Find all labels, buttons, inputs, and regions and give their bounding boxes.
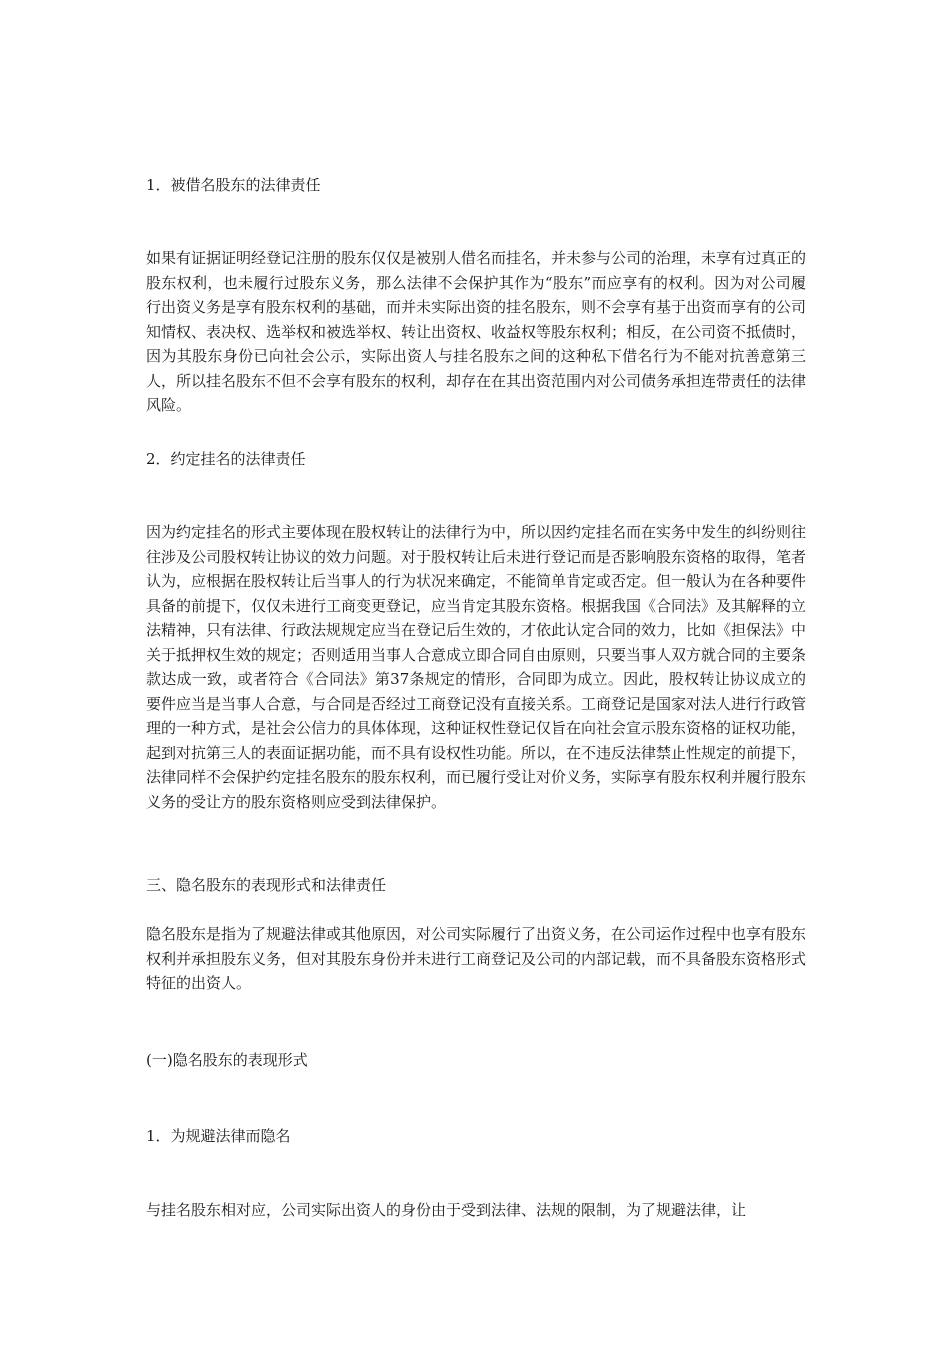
section-heading-2: 2．约定挂名的法律责任 xyxy=(146,450,306,468)
paragraph-4: 与挂名股东相对应，公司实际出资人的身份由于受到法律、法规的限制，为了规避法律，让 xyxy=(146,1201,747,1219)
paragraph-2: 因为约定挂名的形式主要体现在股权转让的法律行为中，所以因约定挂名而在实务中发生的纠纷则往往涉及公司股权转让协议的效力问题。对于股权转让后未进行登记而是否影响股东资格的取得，笔者认为，应根据在股权转让后当事人的行为状况来确定，不能简单肯定或否定。但一般认为在各种要件具备的前提下，仅仅未进行工商变更登记，应当肯定其股东资格。根据我国《合同法》及其解释的立法精神，只有法律、行政法规规定应当在登记后生效的，才依此认定合同的效力，比如《担保法》中关于抵押权生效的规定；否则适用当事人合意成立即合同自由原则，只要当事人双方就合同的主要条款达成一致，或者符合《合同法》第37条规定的情形，合同即为成立。因此，股权转让协议成立的要件应当是当事人合意，与合同是否经过工商登记没有直接关系。工商登记是国家对法人进行行政管理的一种方式，是社会公信力的具体体现，这种证权性登记仅旨在向社会宣示股东资格的证权功能，起到对抗第三人的表面证据功能，而不具有设权性功能。所以，在不违反法律禁止性规定的前提下，法律同样不会保护约定挂名股东的股东权利，而已履行受让对价义务，实际享有股东权利并履行股东义务的受让方的股东资格则应受到法律保护。 xyxy=(146,523,807,811)
section-heading-1: 1．被借名股东的法律责任 xyxy=(146,176,321,194)
section-heading-4: 1．为规避法律而隐名 xyxy=(146,1127,291,1145)
paragraph-1: 如果有证据证明经登记注册的股东仅仅是被别人借名而挂名，并未参与公司的治理，未享有过真正的股东权利，也未履行过股东义务，那么法律不会保护其作为“股东”而应享有的权利。因为对公司履行出资义务是享有股东权利的基础，而并未实际出资的挂名股东，则不会享有基于出资而享有的公司知情权、表决权、选举权和被选举权、转让出资权、收益权等股东权利；相反，在公司资不抵债时，因为其股东身份已向社会公示，实际出资人与挂名股东之间的这种私下借名行为不能对抗善意第三人，所以挂名股东不但不会享有股东的权利，却存在在其出资范围内对公司债务承担连带责任的法律风险。 xyxy=(146,249,807,414)
subsection-heading-1: (一)隐名股东的表现形式 xyxy=(146,1051,308,1069)
chapter-heading-3: 三、隐名股东的表现形式和法律责任 xyxy=(146,876,387,894)
paragraph-3: 隐名股东是指为了规避法律或其他原因，对公司实际履行了出资义务，在公司运作过程中也享有股东权利并承担股东义务，但对其股东身份并未进行工商登记及公司的内部记载，而不具备股东资格形式特征的出资人。 xyxy=(146,925,807,992)
